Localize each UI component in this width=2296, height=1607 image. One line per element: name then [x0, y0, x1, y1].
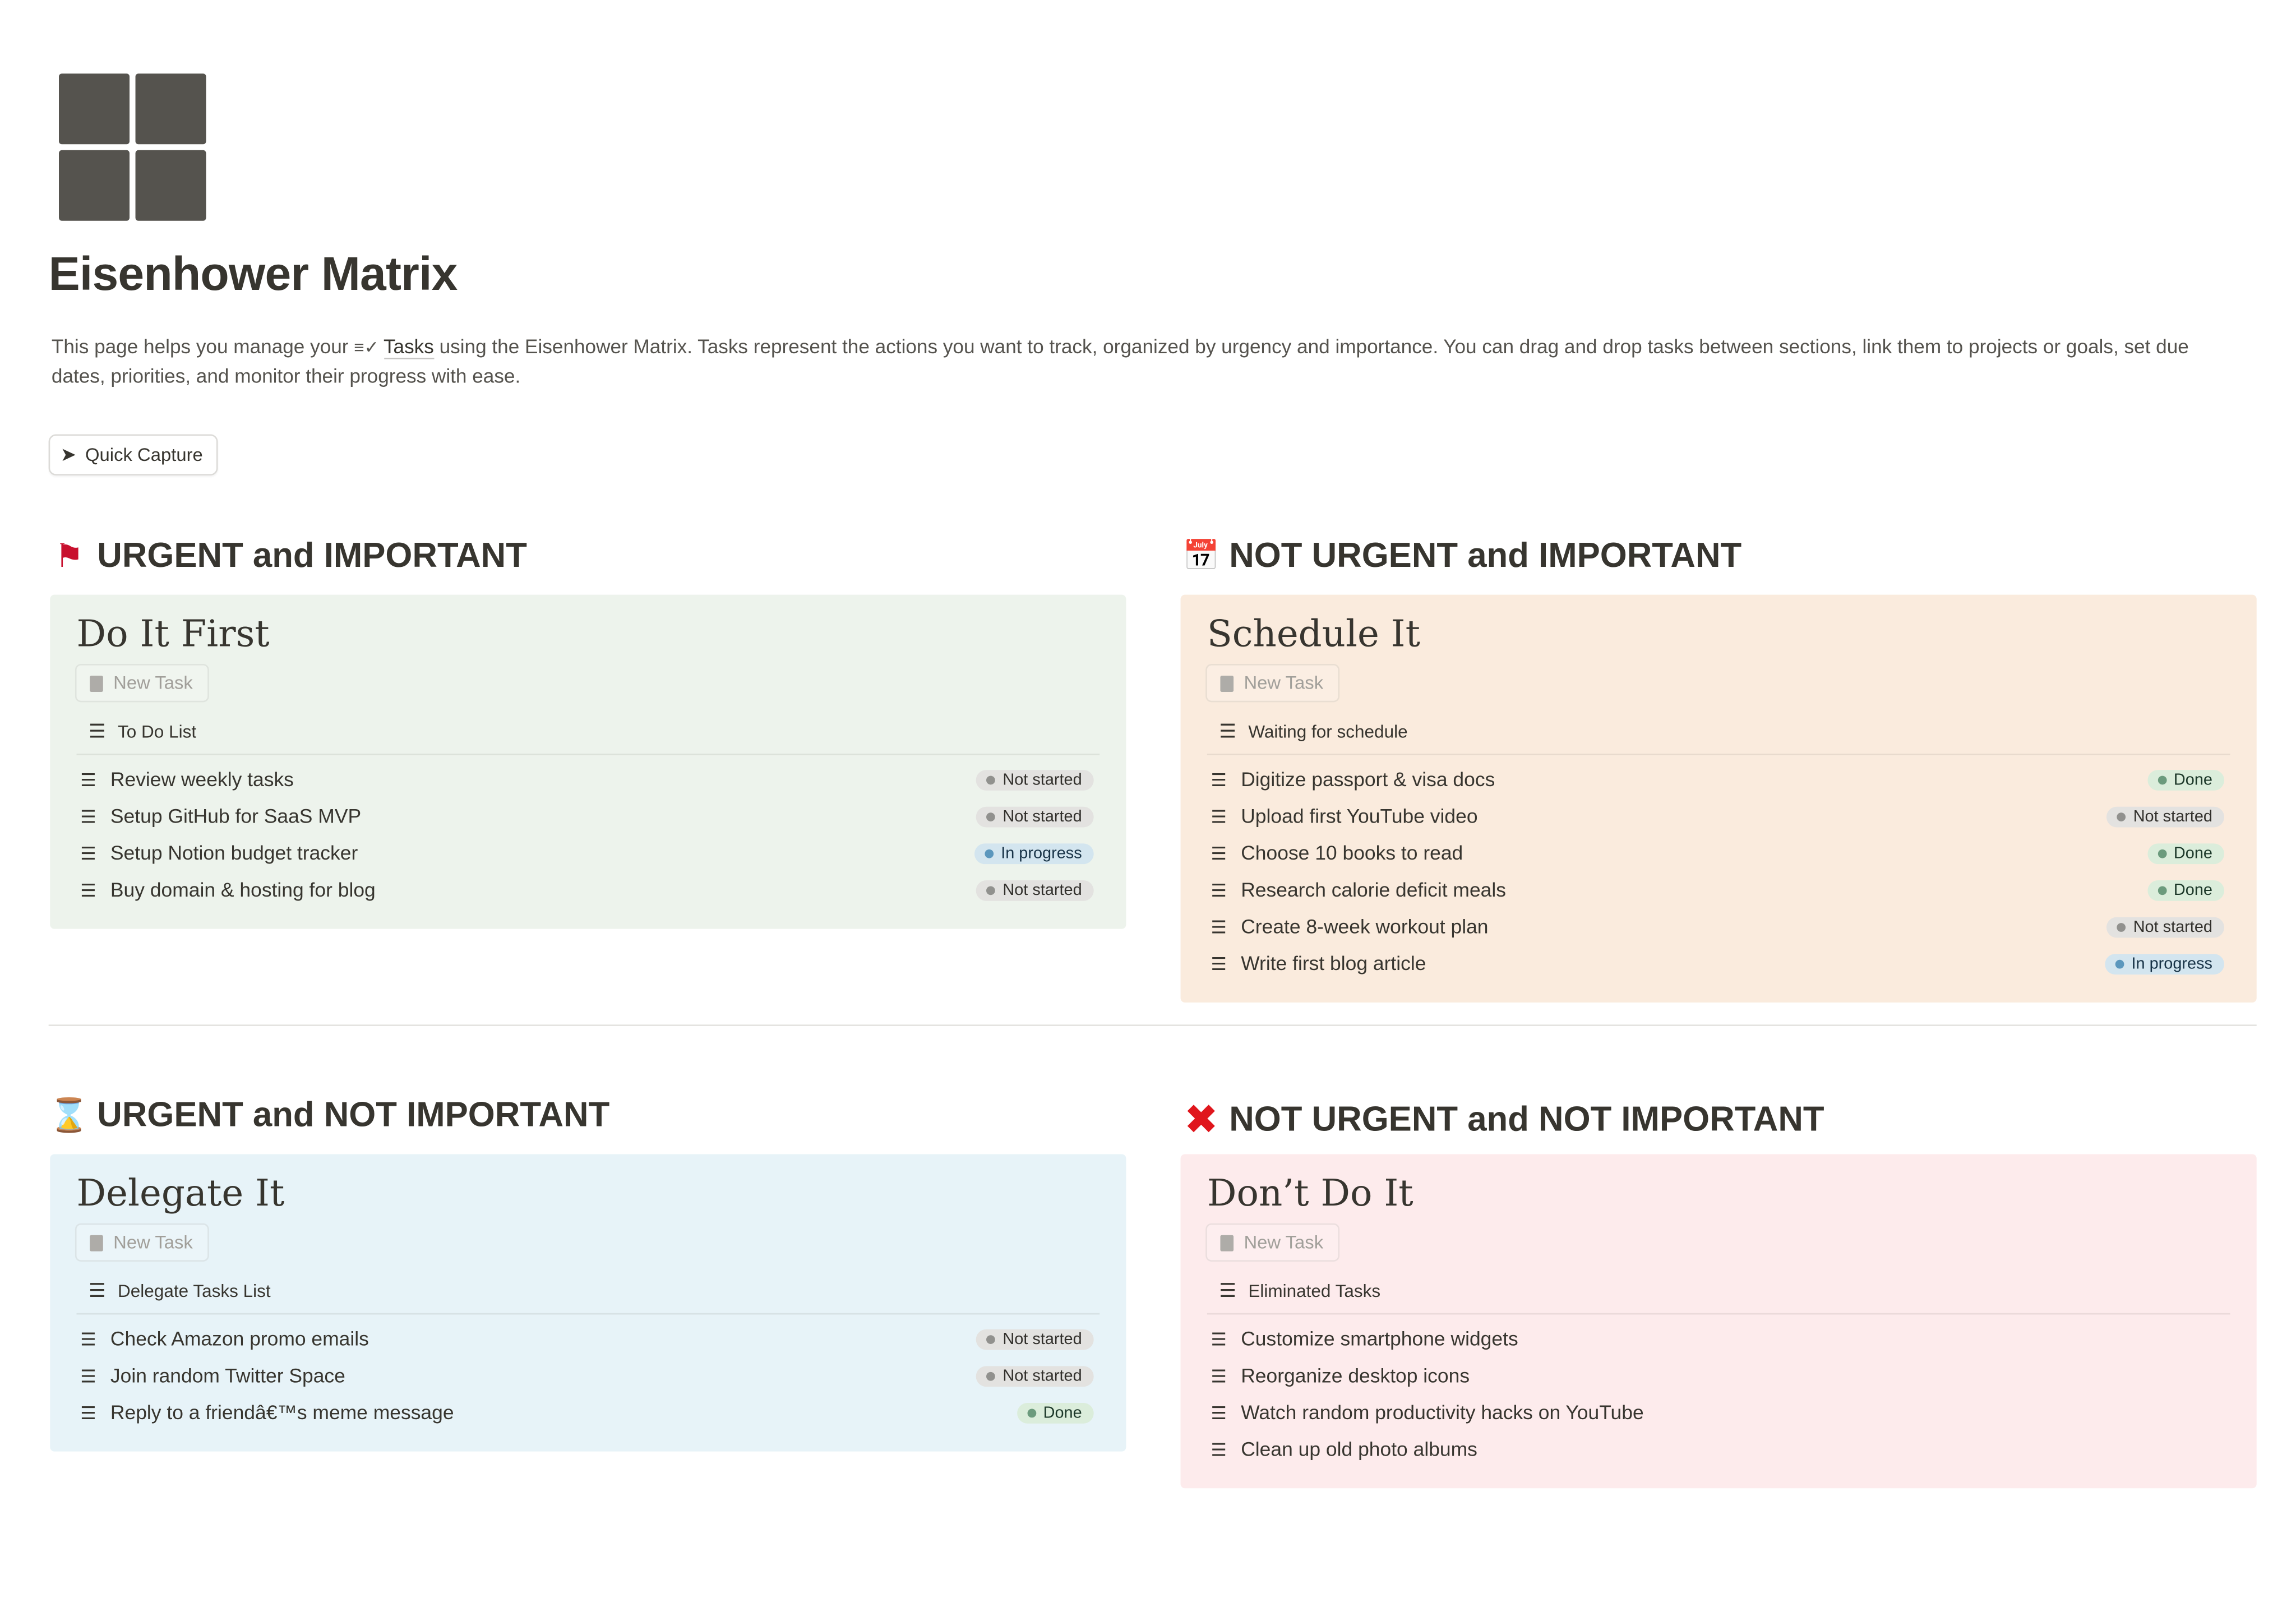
- quadrant-heading-text: URGENT and NOT IMPORTANT: [97, 1095, 610, 1134]
- task-row-main: [77, 805, 362, 827]
- status-badge[interactable]: [976, 1365, 1094, 1386]
- quadrant-card-schedule-it: [1181, 595, 2257, 1003]
- checklist-icon: ≡✓: [354, 337, 380, 358]
- status-label: Not started: [1003, 807, 1082, 825]
- bulleted-list-icon: ☰: [1219, 719, 1236, 742]
- status-label: Not started: [2133, 917, 2212, 936]
- task-name[interactable]: Watch random productivity hacks on YouTube: [1241, 1401, 1644, 1424]
- status-badge[interactable]: [974, 843, 1094, 863]
- task-row-main: [1207, 1328, 1518, 1350]
- status-dot-icon: [2117, 922, 2126, 931]
- quadrant-heading-urgent-important: [49, 536, 527, 576]
- checklist-icon: ☰: [1211, 769, 1227, 790]
- page-title[interactable]: Eisenhower Matrix: [48, 247, 458, 301]
- divider: [77, 1313, 1100, 1315]
- checklist-icon: ☰: [1211, 953, 1227, 974]
- task-list: [1207, 1320, 2224, 1468]
- task-row[interactable]: [1207, 945, 2224, 982]
- status-dot-icon: [2158, 849, 2166, 858]
- quadrant-heading-text: NOT URGENT and IMPORTANT: [1229, 535, 1742, 574]
- status-label: Done: [1043, 1403, 1082, 1421]
- task-name[interactable]: Review weekly tasks: [110, 768, 294, 791]
- task-row-main: [77, 1328, 369, 1350]
- view-tab-waiting-for-schedule[interactable]: [1217, 720, 1407, 744]
- checklist-icon: ☰: [80, 879, 96, 901]
- checklist-icon: ☰: [1211, 806, 1227, 827]
- grid-square: [59, 150, 130, 221]
- checklist-icon: ☰: [1211, 1365, 1227, 1386]
- quadrant-heading-text: NOT URGENT and NOT IMPORTANT: [1229, 1100, 1824, 1138]
- red-cross-icon: ✖: [1184, 1096, 1219, 1143]
- checklist-icon: ☰: [1211, 1439, 1227, 1460]
- task-list: [77, 1320, 1094, 1431]
- new-task-button[interactable]: [1205, 1223, 1339, 1262]
- status-badge[interactable]: [2147, 843, 2224, 863]
- grid-square: [136, 150, 206, 221]
- quadrant-heading-not-urgent-not-important: [1181, 1095, 1824, 1144]
- view-tab-eliminated-tasks[interactable]: [1217, 1279, 1380, 1303]
- task-name[interactable]: Create 8-week workout plan: [1241, 915, 1489, 938]
- task-name[interactable]: Choose 10 books to read: [1241, 842, 1463, 865]
- status-label: Not started: [2133, 807, 2212, 825]
- task-row[interactable]: [1207, 908, 2224, 945]
- status-label: Not started: [1003, 1330, 1082, 1348]
- new-task-label: New Task: [1244, 672, 1324, 694]
- status-label: Not started: [1003, 1366, 1082, 1385]
- section-divider: [49, 1024, 2257, 1026]
- view-tab-label: Eliminated Tasks: [1248, 1281, 1381, 1301]
- task-row[interactable]: [1207, 1320, 2224, 1357]
- task-row-main: [1207, 1401, 1644, 1423]
- description-text: This page helps you manage your: [51, 335, 354, 358]
- checklist-icon: ☰: [80, 1328, 96, 1350]
- quick-capture-label: Quick Capture: [85, 444, 203, 465]
- status-badge[interactable]: [976, 769, 1094, 790]
- status-dot-icon: [2158, 885, 2166, 894]
- task-row-main: [1207, 916, 1489, 938]
- status-badge[interactable]: [2147, 880, 2224, 901]
- grid-square: [136, 73, 206, 144]
- task-row[interactable]: [1207, 1394, 2224, 1431]
- view-tab-label: To Do List: [118, 721, 197, 742]
- task-row-main: [1207, 805, 1478, 827]
- bird-icon: ➤: [60, 443, 77, 465]
- tasks-database-link[interactable]: Tasks: [384, 336, 434, 359]
- task-row-main: [77, 842, 358, 864]
- status-badge[interactable]: [976, 1328, 1094, 1349]
- status-badge[interactable]: [976, 880, 1094, 901]
- task-list: [1207, 761, 2224, 982]
- page-description: [52, 333, 2245, 390]
- task-name[interactable]: Join random Twitter Space: [110, 1364, 345, 1387]
- new-task-button[interactable]: [75, 664, 209, 702]
- hourglass-icon: ⌛: [49, 1096, 90, 1133]
- race-car-icon: ⚑: [54, 536, 84, 574]
- card-title: Delegate It: [76, 1171, 285, 1215]
- description-text: using the Eisenhower Matrix. Tasks represent the actions you want to track, organized by urgency and importance. You can drag and drop tasks between sections, link them to projects or goals, set due dates, priorities, and monitor their progress with ease.: [51, 335, 2189, 387]
- checklist-icon: ☰: [1211, 1328, 1227, 1350]
- document-icon: [1220, 1234, 1234, 1250]
- status-badge[interactable]: [976, 806, 1094, 826]
- quadrant-heading-urgent-not-important: [49, 1095, 610, 1135]
- task-name[interactable]: Setup GitHub for SaaS MVP: [110, 805, 362, 828]
- task-name[interactable]: Reply to a friendâ€™s meme message: [110, 1401, 454, 1424]
- divider: [1207, 754, 2230, 755]
- task-row-main: [77, 1365, 345, 1387]
- view-tab-delegate-tasks-list[interactable]: [87, 1279, 271, 1303]
- checklist-icon: ☰: [1211, 879, 1227, 901]
- task-name[interactable]: Write first blog article: [1241, 952, 1426, 975]
- status-label: In progress: [2131, 954, 2212, 973]
- checklist-icon: ☰: [80, 769, 96, 790]
- status-badge[interactable]: [2106, 806, 2224, 826]
- four-squares-grid-icon[interactable]: [59, 73, 206, 221]
- new-task-button[interactable]: [1205, 664, 1339, 702]
- task-row[interactable]: [77, 1320, 1094, 1357]
- document-icon: [1220, 675, 1234, 691]
- checklist-icon: ☰: [80, 1365, 96, 1386]
- task-row[interactable]: [77, 1394, 1094, 1431]
- status-label: Done: [2173, 844, 2212, 862]
- checklist-icon: ☰: [80, 806, 96, 827]
- view-tab-label: Delegate Tasks List: [118, 1281, 271, 1301]
- task-name[interactable]: Buy domain & hosting for blog: [110, 879, 376, 901]
- status-dot-icon: [987, 775, 996, 784]
- divider: [1207, 1313, 2230, 1315]
- task-row[interactable]: [77, 1357, 1094, 1394]
- status-label: Not started: [1003, 770, 1082, 788]
- status-label: Done: [2173, 881, 2212, 899]
- new-task-label: New Task: [113, 1232, 193, 1253]
- task-name[interactable]: Research calorie deficit meals: [1241, 879, 1506, 901]
- status-badge[interactable]: [2106, 916, 2224, 937]
- view-tab-label: Waiting for schedule: [1248, 721, 1408, 742]
- quadrant-heading-not-urgent-important: [1181, 536, 1742, 576]
- grid-square: [59, 73, 130, 144]
- task-row-main: [77, 1401, 454, 1423]
- status-label: Not started: [1003, 881, 1082, 899]
- task-name[interactable]: Clean up old photo albums: [1241, 1438, 1477, 1461]
- task-row-main: [1207, 1438, 1477, 1460]
- task-row[interactable]: [77, 871, 1094, 908]
- new-task-label: New Task: [1244, 1232, 1324, 1253]
- task-name[interactable]: Customize smartphone widgets: [1241, 1328, 1518, 1350]
- status-badge[interactable]: [2147, 769, 2224, 790]
- quadrant-heading-text: URGENT and IMPORTANT: [97, 535, 527, 574]
- task-row[interactable]: [1207, 1357, 2224, 1394]
- task-row[interactable]: [1207, 1431, 2224, 1468]
- task-row-main: [1207, 768, 1495, 790]
- checklist-icon: ☰: [1211, 843, 1227, 863]
- task-row-main: [1207, 953, 1426, 975]
- new-task-label: New Task: [113, 672, 193, 694]
- status-dot-icon: [987, 812, 996, 821]
- new-task-button[interactable]: [75, 1223, 209, 1262]
- task-name[interactable]: Setup Notion budget tracker: [110, 842, 358, 865]
- status-badge[interactable]: [2105, 953, 2224, 974]
- task-name[interactable]: Check Amazon promo emails: [110, 1328, 369, 1350]
- card-title: Don’t Do It: [1207, 1171, 1413, 1215]
- task-row-main: [1207, 879, 1506, 901]
- status-dot-icon: [987, 1372, 996, 1380]
- checklist-icon: ☰: [1211, 916, 1227, 938]
- task-row-main: [1207, 1365, 1470, 1387]
- task-row[interactable]: [77, 835, 1094, 872]
- task-row[interactable]: [1207, 761, 2224, 798]
- task-name[interactable]: Upload first YouTube video: [1241, 805, 1478, 828]
- task-name[interactable]: Digitize passport & visa docs: [1241, 768, 1495, 791]
- task-row[interactable]: [77, 761, 1094, 798]
- task-name[interactable]: Reorganize desktop icons: [1241, 1364, 1470, 1387]
- calendar-icon: 📅: [1182, 540, 1220, 573]
- task-row-main: [77, 879, 376, 901]
- quadrant-card-dont-do-it: [1181, 1154, 2257, 1488]
- status-dot-icon: [2117, 812, 2126, 821]
- status-dot-icon: [2115, 959, 2124, 968]
- card-title: Do It First: [76, 612, 270, 655]
- status-dot-icon: [2158, 775, 2166, 784]
- document-icon: [90, 675, 103, 691]
- card-title: Schedule It: [1207, 612, 1420, 655]
- status-dot-icon: [987, 1334, 996, 1343]
- task-row-main: [1207, 842, 1463, 864]
- divider: [77, 754, 1100, 755]
- checklist-icon: ☰: [1211, 1402, 1227, 1423]
- task-row[interactable]: [1207, 835, 2224, 872]
- status-dot-icon: [1027, 1408, 1036, 1417]
- task-row[interactable]: [77, 798, 1094, 835]
- task-row[interactable]: [1207, 871, 2224, 908]
- quick-capture-button[interactable]: [49, 434, 218, 475]
- task-row-main: [77, 768, 294, 790]
- task-row[interactable]: [1207, 798, 2224, 835]
- status-label: In progress: [1001, 844, 1082, 862]
- checklist-icon: ☰: [80, 1402, 96, 1423]
- status-dot-icon: [987, 885, 996, 894]
- status-label: Done: [2173, 770, 2212, 788]
- view-tab-to-do-list[interactable]: [87, 720, 196, 744]
- bulleted-list-icon: ☰: [88, 719, 106, 742]
- status-dot-icon: [985, 849, 994, 858]
- quadrant-card-delegate-it: [50, 1154, 1126, 1451]
- task-list: [77, 761, 1094, 908]
- quadrant-card-do-it-first: [50, 595, 1126, 929]
- checklist-icon: ☰: [80, 843, 96, 863]
- bulleted-list-icon: ☰: [88, 1279, 106, 1301]
- document-icon: [90, 1234, 103, 1250]
- bulleted-list-icon: ☰: [1219, 1279, 1236, 1301]
- status-badge[interactable]: [1017, 1402, 1093, 1423]
